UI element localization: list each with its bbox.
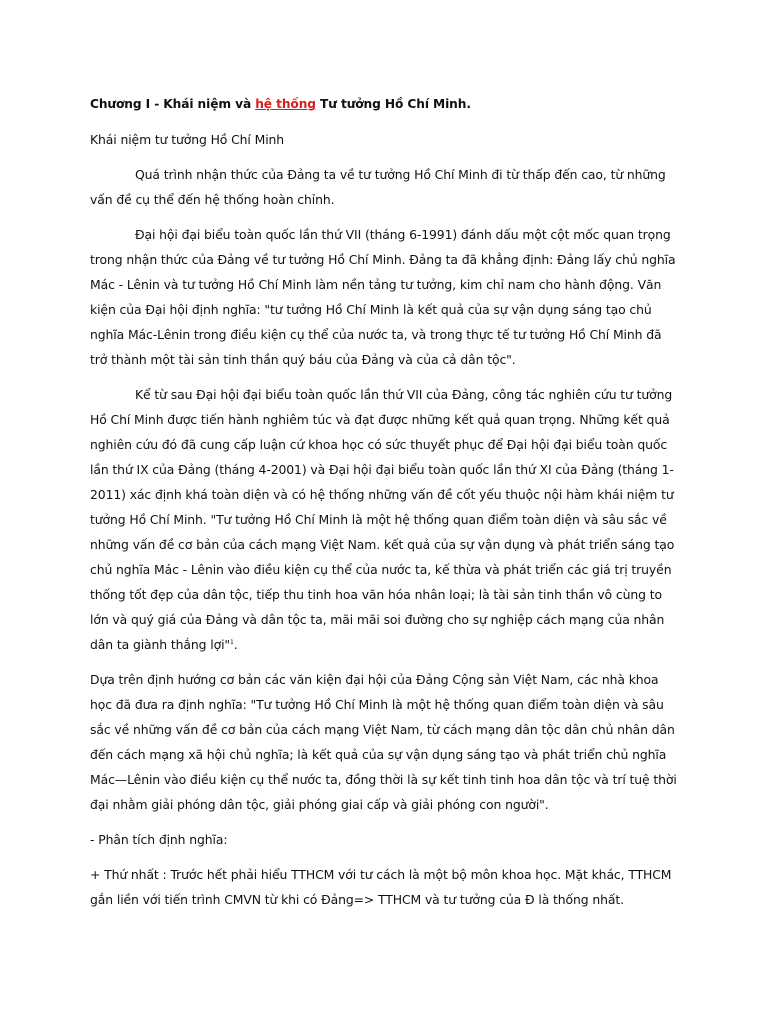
heading-prefix: Chương I - Khái niệm và — [90, 97, 256, 111]
footnote-marker[interactable]: 1 — [230, 638, 234, 646]
document-page — [90, 92, 678, 922]
analysis-label: - Phân tích định nghĩa: — [90, 832, 228, 847]
chapter-heading — [90, 92, 678, 117]
paragraph-1: Quá trình nhận thức của Đảng ta về tư tưởng Hồ Chí Minh đi từ thấp đến cao, từ những vấn đề cụ thể đến hệ thống hoàn chỉnh. — [90, 167, 666, 207]
heading-suffix: Tư tưởng Hồ Chí Minh. — [315, 97, 471, 111]
paragraph-3-end: . — [233, 637, 238, 652]
definition-paragraph: Dựa trên định hướng cơ bản các văn kiện đại hội của Đảng Cộng sản Việt Nam, các nhà khoa học đã đưa ra định nghĩa: "Tư tưởng Hồ Chí Minh là một hệ thống quan điểm toàn diện và sâu sắc về những vấn đề cơ bản của cách mạng Việt Nam, từ cách mạng dân tộc dân chủ nhân dân đến cách mạng xã hội chủ nghĩa; là kết quả của sự vận dụng sáng tạo và phát triển chủ nghĩa Mác—Lênin vào điều kiện cụ thể nước ta, đồng thời là sự kết tinh tinh hoa dân tộc và trí tuệ thời đại nhằm giải phóng dân tộc, giải phóng giai cấp và giải phóng con người". — [90, 672, 677, 812]
paragraph-3-text: Kể từ sau Đại hội đại biểu toàn quốc lần thứ VII của Đảng, công tác nghiên cứu tư tưởng Hồ Chí Minh được tiến hành nghiêm túc và đạt được những kết quả quan trọng. Những kết quả nghiên cứu đó đã cung cấp luận cứ khoa học có sức thuyết phục để Đại hội đại biểu toàn quốc lần thứ IX của Đảng (tháng 4-2001) và Đại hội đại biểu toàn quốc lần thứ XI của Đảng (tháng 1-2011) xác định khá toàn diện và có hệ thống những vấn đề cốt yếu thuộc nội hàm khái niệm tư tưởng Hồ Chí Minh. "Tư tưởng Hồ Chí Minh là một hệ thống quan điểm toàn diện và sâu sắc về những vấn đề cơ bản của cách mạng Việt Nam. kết quả của sự vận dụng và phát triển sáng tạo chủ nghĩa Mác - Lênin vào điều kiện cụ thể của nước ta, kế thừa và phát triển các giá trị truyền thống tốt đẹp của dân tộc, tiếp thu tinh hoa văn hóa nhân loại; là tài sản tinh thần vô cùng to lớn và quý giá của Đảng và dân tộc ta, mãi mãi soi đường cho sự nghiệp cách mạng của nhân dân ta giành thắng lợi" — [90, 387, 675, 652]
paragraph-3 — [90, 382, 678, 657]
point-one: + Thứ nhất : Trước hết phải hiểu TTHCM với tư cách là một bộ môn khoa học. Mặt khác, TTHCM gắn liền với tiến trình CMVN từ khi có Đảng=> TTHCM và tư tưởng của Đ là thống nhất. — [90, 867, 672, 907]
section-subheading: Khái niệm tư tưởng Hồ Chí Minh — [90, 132, 285, 147]
paragraph-2: Đại hội đại biểu toàn quốc lần thứ VII (tháng 6-1991) đánh dấu một cột mốc quan trọng trong nhận thức của Đảng về tư tưởng Hồ Chí Minh. Đảng ta đã khẳng định: Đảng lấy chủ nghĩa Mác - Lênin và tư tưởng Hồ Chí Minh làm nền tảng tư tưởng, kim chỉ nam cho hành động. Văn kiện của Đại hội định nghĩa: "tư tưởng Hồ Chí Minh là kết quả của sự vận dụng sáng tạo chủ nghĩa Mác-Lênin trong điều kiện cụ thể của nước ta, và trong thực tế tư tưởng Hồ Chí Minh đã trở thành một tài sản tinh thần quý báu của Đảng và của cả dân tộc". — [90, 227, 676, 367]
heading-highlight-link[interactable]: hệ thống — [255, 97, 316, 111]
